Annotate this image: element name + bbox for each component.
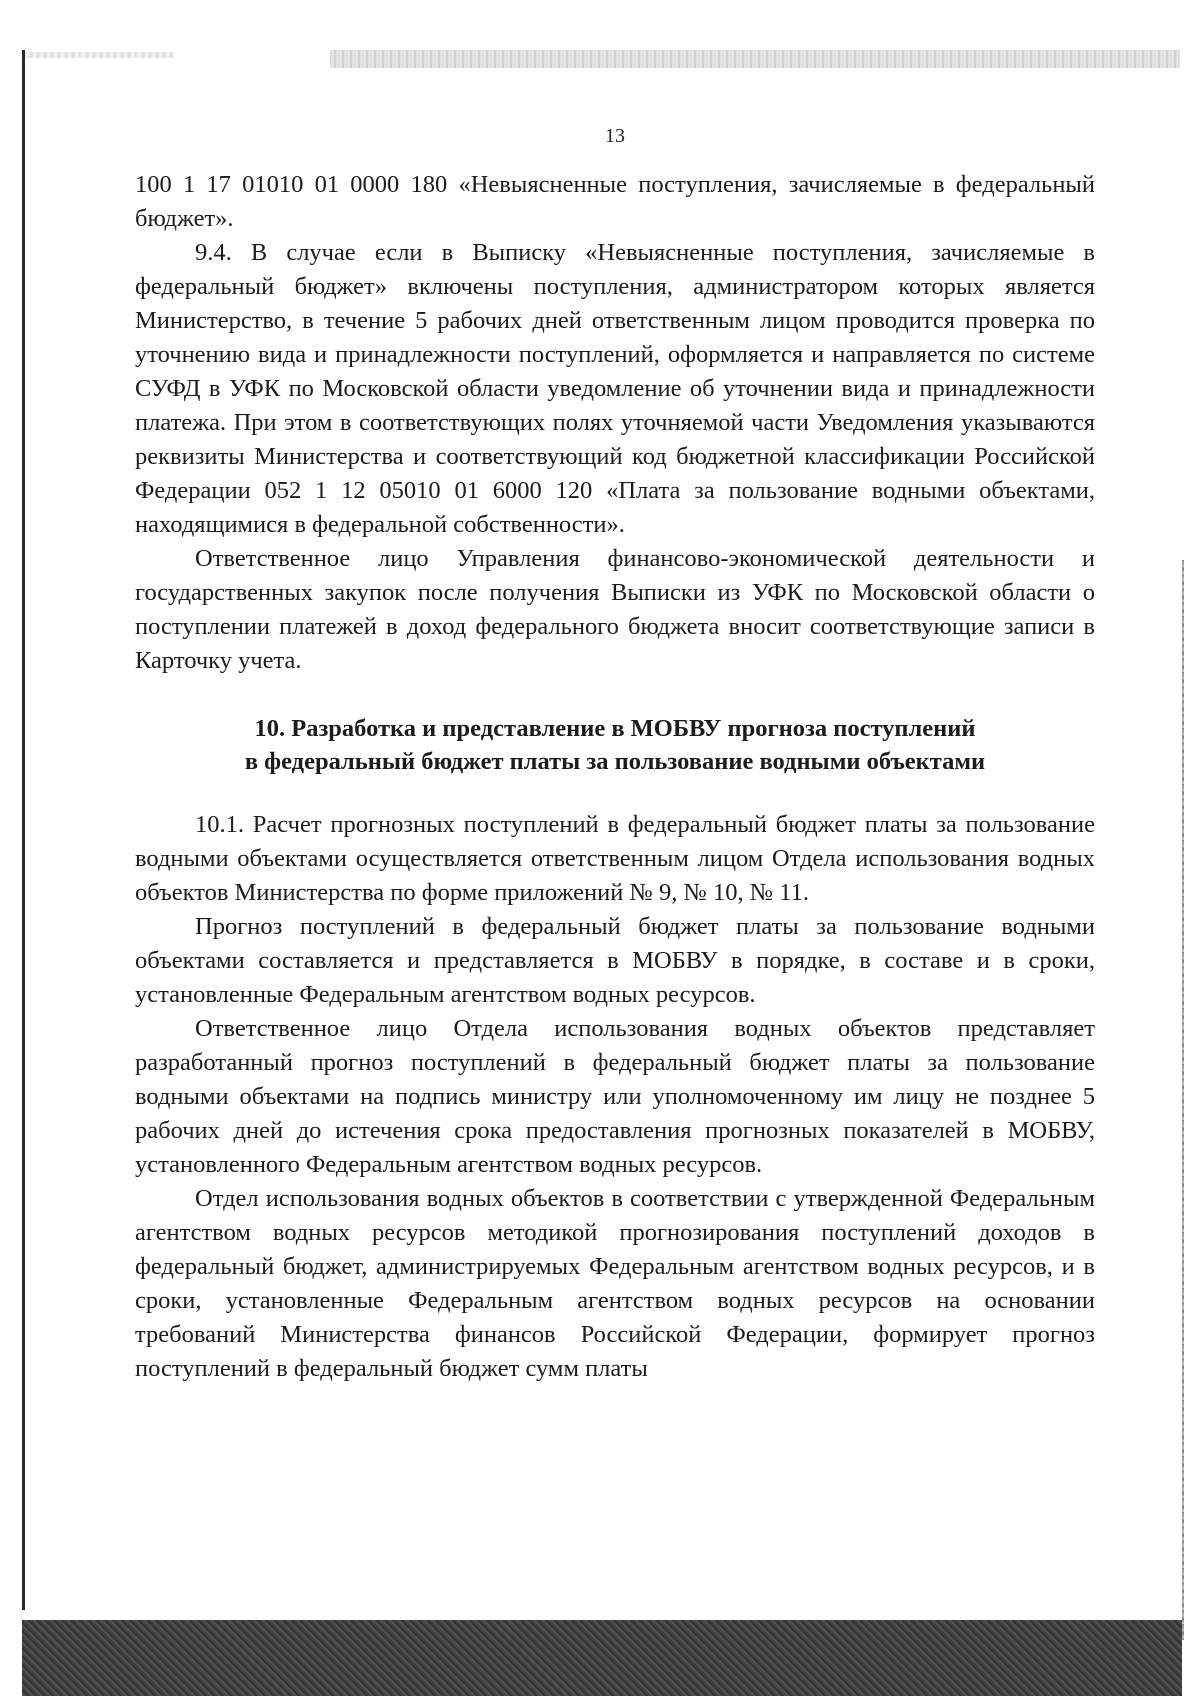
scan-artifact-right-edge bbox=[1182, 560, 1184, 1640]
document-page bbox=[135, 115, 1095, 1386]
section-heading-10 bbox=[135, 712, 1095, 778]
paragraph-forecast-submission: Прогноз поступлений в федеральный бюджет платы за пользование водными объектами составляется и представляется в МОБВУ в порядке, в составе и в сроки, установленные Федеральным агентством водных ресурсов. bbox=[135, 913, 1095, 1008]
section-heading-line-2: в федеральный бюджет платы за пользование водными объектами bbox=[244, 748, 986, 775]
scan-artifact-top bbox=[330, 50, 1180, 68]
paragraph-responsible-water-dept: Ответственное лицо Отдела использования водных объектов представляет разработанный прогноз поступлений в федеральный бюджет платы за пользование водными объектами на подпись министру или уполномоченному им лицу не позднее 5 рабочих дней до истечения срока предоставления прогнозных показателей в МОБВУ, установленного Федеральным агентством водных ресурсов. bbox=[135, 1015, 1095, 1178]
paragraph-kbk-line: 100 1 17 01010 01 0000 180 «Невыясненные поступления, зачисляемые в федеральный бюджет». bbox=[135, 171, 1095, 232]
page-number: 13 bbox=[605, 125, 625, 147]
paragraph-responsible-finance: Ответственное лицо Управления финансово-экономической деятельности и государственных закупок после получения Выписки из УФК по Московской области о поступлении платежей в доход федерального бюджета вносит соответствующие записи в Карточку учета. bbox=[135, 545, 1095, 674]
paragraph-forecast-methodology: Отдел использования водных объектов в соответствии с утвержденной Федеральным агентством водных ресурсов методикой прогнозирования поступлений доходов в федеральный бюджет, администрируемых Федеральным агентством водных ресурсов, и в сроки, установленные Федеральным агентством водных ресурсов на основании требований Министерства финансов Российской Федерации, формирует прогноз поступлений в федеральный бюджет сумм платы bbox=[135, 1185, 1095, 1382]
scan-artifact-top-left bbox=[24, 52, 174, 58]
section-heading-line-1: 10. Разработка и представление в МОБВУ прогноза поступлений bbox=[254, 715, 976, 742]
paragraph-10-1: 10.1. Расчет прогнозных поступлений в федеральный бюджет платы за пользование водными объектами осуществляется ответственным лицом Отдела использования водных объектов Министерства по форме приложений № 9, № 10, № 11. bbox=[135, 811, 1095, 906]
paragraph-9-4: 9.4. В случае если в Выписку «Невыясненные поступления, зачисляемые в федеральный бюджет» включены поступления, администратором которых является Министерство, в течение 5 рабочих дней ответственным лицом проводится проверка по уточнению вида и принадлежности поступлений, оформляется и направляется по системе СУФД в УФК по Московской области уведомление об уточнении вида и принадлежности платежа. При этом в соответствующих полях уточняемой части Уведомления указываются реквизиты Министерства и соответствующий код бюджетной классификации Российской Федерации 052 1 12 05010 01 6000 120 «Плата за пользование водными объектами, находящимися в федеральной собственности». bbox=[135, 239, 1095, 538]
scan-artifact-bottom-band bbox=[22, 1620, 1182, 1696]
scan-artifact-left-edge bbox=[22, 50, 25, 1610]
